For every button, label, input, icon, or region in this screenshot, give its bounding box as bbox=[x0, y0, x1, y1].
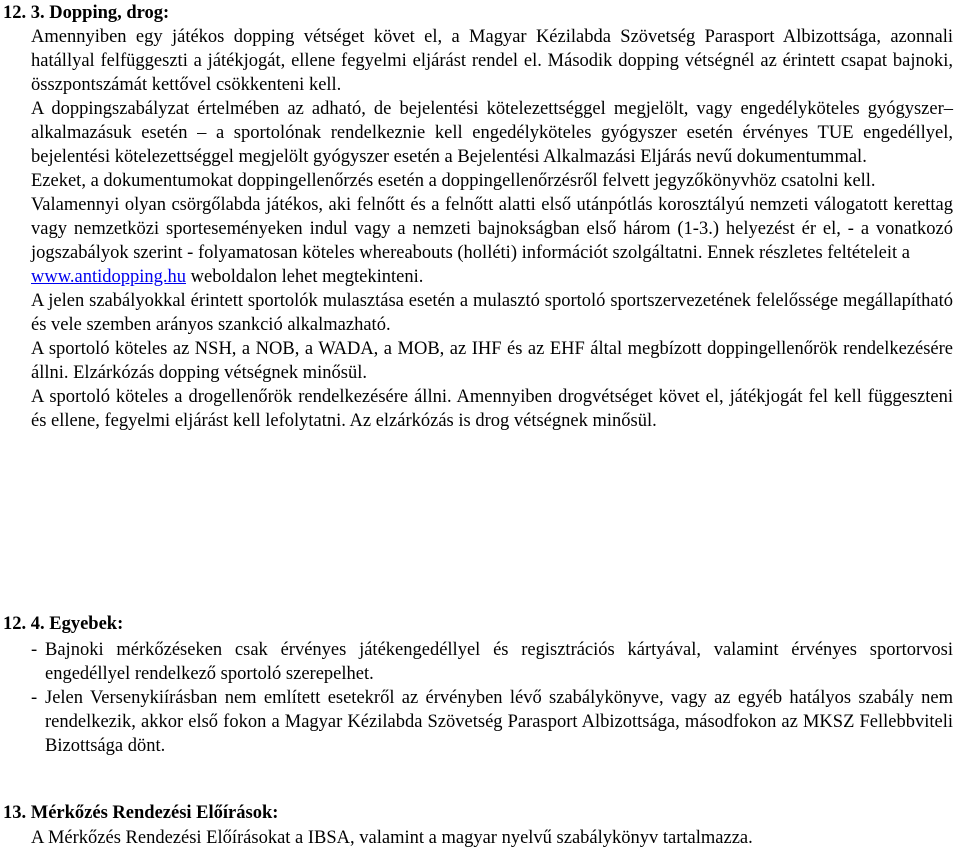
whereabouts-link-suffix: weboldalon lehet megtekinteni. bbox=[186, 267, 424, 287]
section-12-4-heading: 12. 4. Egyebek: bbox=[3, 614, 124, 634]
paragraph-negligence: A jelen szabályokkal érintett sportolók mulasztása esetén a mulasztó sportoló sportszervezetének felelőssége megállapítható és vele szemben arányos szankció alkalmazható. bbox=[31, 291, 953, 335]
list-item-text: Bajnoki mérkőzéseken csak érvényes játékengedéllyel és regisztrációs kártyával, valamint érvényes sportorvosi engedéllyel rendelkező sportoló szerepelhet. bbox=[45, 640, 953, 684]
antidopping-link[interactable]: www.antidopping.hu bbox=[31, 267, 187, 287]
paragraph-tue-rules: A doppingszabályzat értelmében az adható, de bejelentési kötelezettséggel megjelölt, vagy engedélyköteles gyógyszer– alkalmazásuk esetén – a sportolónak rendelkeznie kell engedélyköteles gyógyszer esetén érvényes TUE engedéllyel, bejelentési kötelezettséggel megjelölt gyógyszer esetén a Bejelentési Alkalmazási Eljárás nevű dokumentummal. bbox=[31, 99, 953, 167]
paragraph-doping-control: A sportoló köteles az NSH, a NOB, a WADA, a MOB, az IHF és az EHF által megbízott doppingellenőrök rendelkezésére állni. Elzárkózás dopping vétségnek minősül. bbox=[31, 339, 953, 383]
paragraph-documents-attach: Ezeket, a dokumentumokat doppingellenőrzés esetén a doppingellenőrzésről felvett jegyzőkönyvhöz csatolni kell. bbox=[31, 171, 876, 191]
section-12-4-list bbox=[31, 638, 953, 758]
list-dash: - bbox=[31, 640, 38, 660]
section-12-3-heading: 12. 3. Dopping, drog: bbox=[3, 3, 170, 23]
paragraph-match-rules: A Mérkőzés Rendezési Előírásokat a IBSA, valamint a magyar nyelvű szabálykönyv tartalmazza. bbox=[31, 828, 753, 848]
whereabouts-text: Valamennyi olyan csörgőlabda játékos, aki felnőtt és a felnőtt alatti első utánpótlás korosztályú nemzeti válogatott kerettag vagy nemzetközi sporteseményeken indul vagy a nemzeti bajnokságban első három (1-3.) helyezést ér el, - a vonatkozó jogszabályok szerint - folyamatosan köteles whereabouts (holléti) információt szolgáltatni. Ennek részletes feltételeit a bbox=[31, 195, 953, 263]
section-12-3-body bbox=[31, 25, 953, 433]
section-13-heading: 13. Mérkőzés Rendezési Előírások: bbox=[3, 803, 279, 823]
paragraph-drug-control: A sportoló köteles a drogellenőrök rendelkezésére állni. Amennyiben drogvétséget követ el, játékjogát fel kell függeszteni és ellene, fegyelmi eljárást kell lefolytatni. Az elzárkózás is drog vétségnek minősül. bbox=[31, 387, 953, 431]
section-13-body bbox=[31, 826, 953, 850]
list-item bbox=[31, 638, 953, 686]
list-item-text: Jelen Versenykiírásban nem említett esetekről az érvényben lévő szabálykönyve, vagy az egyéb hatályos szabály nem rendelkezik, akkor első fokon a Magyar Kézilabda Szövetség Parasport Albizottsága, másodfokon az MKSZ Fellebbviteli Bizottsága dönt. bbox=[45, 688, 953, 756]
paragraph-whereabouts bbox=[31, 193, 953, 289]
list-dash: - bbox=[31, 688, 38, 708]
list-item bbox=[31, 686, 953, 758]
paragraph-dopping-suspension: Amennyiben egy játékos dopping vétséget követ el, a Magyar Kézilabda Szövetség Parasport Albizottsága, azonnali hatállyal felfüggeszti a játékjogát, ellene fegyelmi eljárást rendel el. Második dopping vétségnél az érintett csapat bajnoki, összpontszámát kettővel csökkenteni kell. bbox=[31, 27, 953, 95]
